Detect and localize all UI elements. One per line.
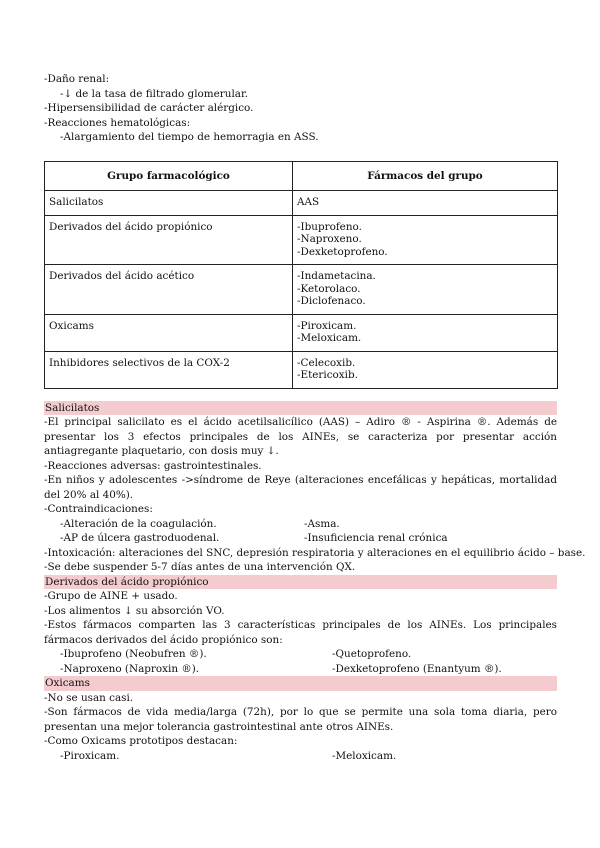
text-line: -Los alimentos ↓ su absorción VO.	[44, 604, 225, 617]
header-group: Grupo farmacológico	[45, 161, 293, 191]
header-drugs: Fármacos del grupo	[293, 161, 558, 191]
cell-drugs: -Celecoxib. -Etericoxib.	[293, 351, 558, 388]
list-item: -Dexketoprofeno (Enantyum ®).	[332, 662, 502, 675]
cell-group: Derivados del ácido acético	[45, 265, 293, 315]
paragraph: -Son fármacos de vida media/larga (72h), por lo que se permite una sola toma diaria, pero presentan una mejor tolerancia gastrointestinal ante otros AINEs.	[44, 706, 557, 733]
table-row	[45, 265, 558, 315]
paragraph: -Estos fármacos comparten las 3 características principales de los AINEs. Los principales fármacos derivados del ácido propiónico son:	[44, 619, 557, 646]
section-heading-oxicams: Oxicams	[44, 676, 557, 691]
cell-group: Derivados del ácido propiónico	[45, 215, 293, 265]
drug-groups-table	[44, 161, 558, 389]
cell-group: Oxicams	[45, 314, 293, 351]
two-column-row	[44, 531, 557, 546]
list-item: -Ibuprofeno (Neobufren ®).	[60, 648, 207, 660]
list-item: -Meloxicam.	[332, 749, 397, 762]
list-item: -Asma.	[304, 517, 340, 530]
table-row	[45, 351, 558, 388]
cell-drugs: -Piroxicam. -Meloxicam.	[293, 314, 558, 351]
section-heading-salicilatos: Salicilatos	[44, 401, 557, 416]
intro-line: -Hipersensibilidad de carácter alérgico.	[44, 102, 254, 114]
intro-line: -Reacciones hematológicas:	[44, 116, 191, 129]
list-item: -Piroxicam.	[60, 749, 120, 762]
cell-drugs: AAS	[293, 191, 558, 216]
table-row	[45, 215, 558, 265]
two-column-row	[44, 647, 557, 662]
list-item: -Insuficiencia renal crónica	[304, 532, 448, 544]
intro-line: -↓ de la tasa de filtrado glomerular.	[60, 87, 249, 100]
table-row	[45, 191, 558, 216]
cell-group: Salicilatos	[45, 191, 293, 216]
section-heading-propionico: Derivados del ácido propiónico	[44, 575, 557, 590]
text-line: -No se usan casi.	[44, 691, 134, 704]
text-line: -Reacciones adversas: gastrointestinales.	[44, 459, 262, 472]
list-item: -Alteración de la coagulación.	[60, 517, 217, 530]
intro-line: -Daño renal:	[44, 73, 110, 85]
two-column-row	[44, 517, 557, 532]
text-line: -Como Oxicams prototipos destacan:	[44, 735, 238, 747]
cell-drugs: -Ibuprofeno. -Naproxeno. -Dexketoprofeno.	[293, 215, 558, 265]
list-item: -Naproxeno (Naproxin ®).	[60, 662, 200, 675]
paragraph: -En niños y adolescentes ->síndrome de Reye (alteraciones encefálicas y hepáticas, mortalidad del 20% al 40%).	[44, 474, 557, 501]
text-line: -Intoxicación: alteraciones del SNC, depresión respiratoria y alteraciones en el equilibrio ácido – base.	[44, 546, 586, 559]
text-line: -Grupo de AINE + usado.	[44, 590, 178, 602]
cell-group: Inhibidores selectivos de la COX-2	[45, 351, 293, 388]
two-column-row	[44, 662, 557, 677]
document-page	[44, 72, 586, 763]
paragraph: -El principal salicilato es el ácido acetilsalicílico (AAS) – Adiro ® - Aspirina ®. Además de presentar los 3 efectos principales de los AINEs, se caracteriza por presentar acción antiagregante plaquetario, con dosis muy ↓.	[44, 416, 557, 457]
table-row	[45, 314, 558, 351]
text-line: -Se debe suspender 5-7 días antes de una intervención QX.	[44, 561, 356, 573]
text-line: -Contraindicaciones:	[44, 503, 153, 515]
intro-line: -Alargamiento del tiempo de hemorragia en ASS.	[60, 131, 319, 143]
table-header-row	[45, 161, 558, 191]
list-item: -AP de úlcera gastroduodenal.	[60, 532, 220, 544]
two-column-row	[44, 749, 557, 764]
list-item: -Quetoprofeno.	[332, 648, 412, 660]
cell-drugs: -Indametacina. -Ketorolaco. -Diclofenaco.	[293, 265, 558, 315]
